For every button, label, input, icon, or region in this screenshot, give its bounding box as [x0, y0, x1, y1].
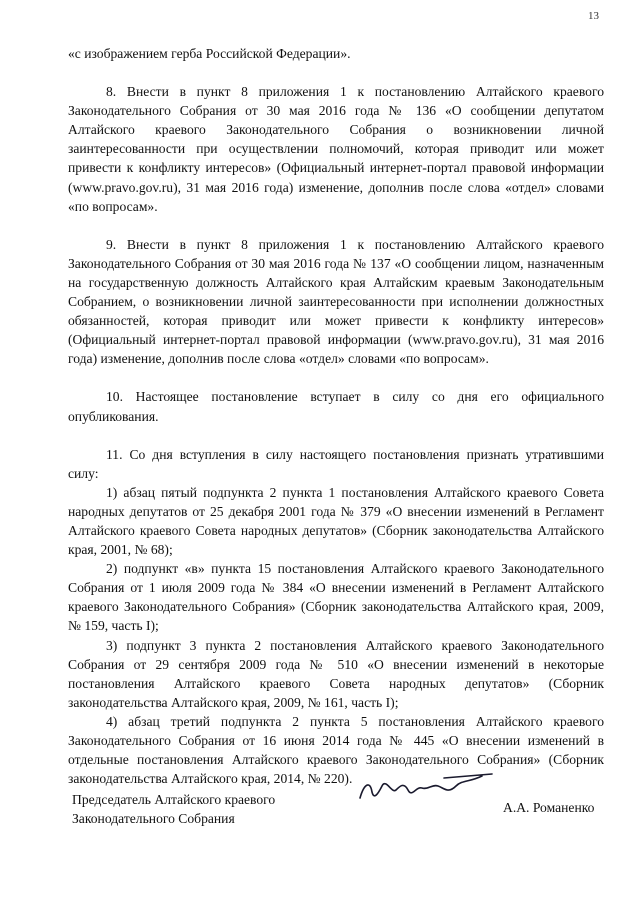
- paragraph-11-item-4: 4) абзац третий подпункта 2 пункта 5 постановления Алтайского краевого Законодательного Собрания от 16 июня 2014 года № 445 «О внесении изменений в отдельные постановления Алтайского краевого Законодательного Собрания» (Сборник законодательства Алтайского края, 2014, № 220).: [68, 713, 604, 787]
- handwritten-signature: [352, 764, 502, 814]
- signatory-name: А.А. Романенко: [503, 800, 595, 815]
- paragraph-continuation: «с изображением герба Российской Федерации».: [68, 46, 351, 61]
- page-number: 13: [588, 10, 599, 22]
- signatory-title-line-1: Председатель Алтайского краевого: [72, 792, 276, 807]
- paragraph-11-item-2: 2) подпункт «в» пункта 15 постановления Алтайского краевого Законодательного Собрания от 1 июля 2009 года № 384 «О внесении изменений в Регламент Алтайского краевого Законодательного Собрания» (Сборник законодательства Алтайского края, 2009, № 159, часть I);: [68, 561, 604, 634]
- signatory-title-line-2: Законодательного Собрания: [72, 811, 235, 826]
- paragraph-8: 8. Внести в пункт 8 приложения 1 к постановлению Алтайского краевого Законодательного Собрания от 30 мая 2016 года № 136 «О сообщении депутатом Алтайского краевого Законодательного Собрания о возникновении личной заинтересованности при осуществлении полномочий, которая приводит или может привести к конфликту интересов» (Официальный интернет-портал правовой информации (www.pravo.gov.ru), 31 мая 2016 года) изменение, дополнив после слова «отдел» словами «по вопросам».: [68, 84, 604, 214]
- paragraph-11: 11. Со дня вступления в силу настоящего постановления признать утратившими силу:: [68, 446, 604, 481]
- paragraph-11-item-1: 1) абзац пятый подпункта 2 пункта 1 постановления Алтайского краевого Совета народных депутатов от 25 декабря 2001 года № 379 «О внесении изменений в Регламент Алтайского краевого Совета народных депутатов» (Сборник законодательства Алтайского края, 2001, № 68);: [68, 484, 604, 558]
- document-body: [68, 44, 604, 788]
- paragraph-10: 10. Настоящее постановление вступает в силу со дня его официального опубликования.: [68, 389, 604, 424]
- paragraph-11-item-3: 3) подпункт 3 пункта 2 постановления Алтайского краевого Законодательного Собрания от 29 сентября 2009 года № 510 «О внесении изменений в некоторые постановления Алтайского краевого Совета народных депутатов» (Сборник законодательства Алтайского края, 2009, № 161, часть I);: [68, 637, 604, 710]
- signatory-title: [72, 790, 275, 828]
- paragraph-9: 9. Внести в пункт 8 приложения 1 к постановлению Алтайского краевого Законодательного Собрания от 30 мая 2016 года № 137 «О сообщении лицом, назначенным на государственную должность Алтайского края Алтайским краевым Законодательным Собранием, о возникновении личной заинтересованности при исполнении должностных обязанностей, которая приводит или может привести к конфликту интересов» (Официальный интернет-портал правовой информации (www.pravo.gov.ru), 31 мая 2016 года) изменение, дополнив после слова «отдел» словами «по вопросам».: [68, 236, 604, 367]
